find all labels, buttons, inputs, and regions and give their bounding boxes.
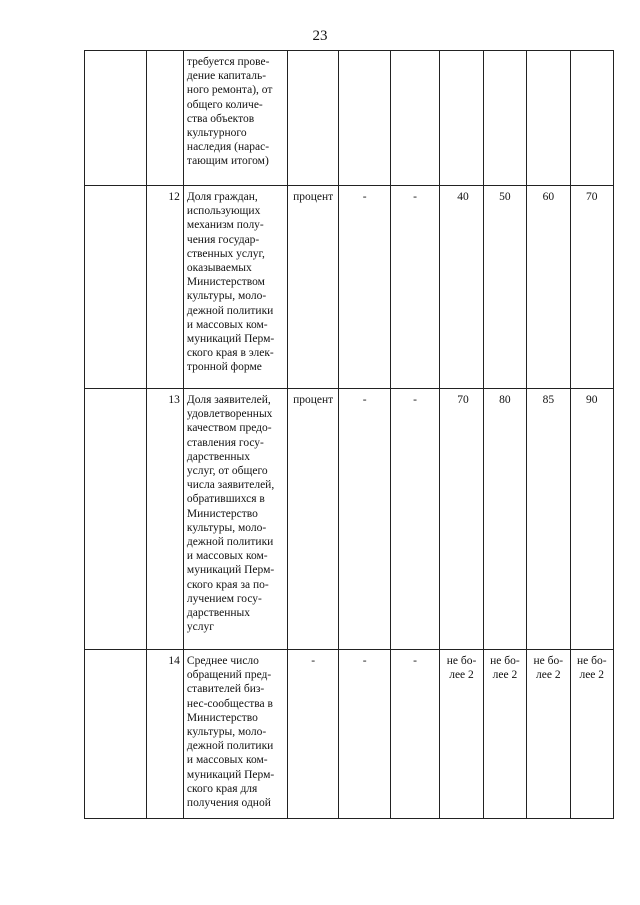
unit-cell <box>287 51 338 186</box>
value-cell: не бо- лее 2 <box>570 650 613 819</box>
value-cell: - <box>390 186 439 389</box>
indicator-name: Среднее число обращений пред- ставителей биз- нес-сообщества в Министерство культуры, моло- дежной политики и массовых ком- муникаций Перм- ского края для получения одной <box>183 650 287 819</box>
page-number: 23 <box>312 28 328 44</box>
value-cell: 50 <box>483 186 526 389</box>
value-cell: 80 <box>483 389 526 650</box>
indicators-table <box>84 50 614 819</box>
value-cell: - <box>339 389 390 650</box>
indicator-name: Доля граждан, использующих механизм полу- чения государ- ственных услуг, оказываемых Министерством культуры, моло- дежной политики и массовых ком- муникаций Перм- ского края в элек- тронной форме <box>183 186 287 389</box>
indicator-name: требуется прове- дение капиталь- ного ремонта), от общего количе- ства объектов культурного наследия (нарас- тающим итогом) <box>183 51 287 186</box>
table-row <box>85 650 614 819</box>
value-cell: 85 <box>527 389 570 650</box>
table-row <box>85 389 614 650</box>
value-cell: не бо- лее 2 <box>483 650 526 819</box>
value-cell <box>339 51 390 186</box>
blank-cell <box>85 186 147 389</box>
value-cell <box>440 51 483 186</box>
value-cell <box>570 51 613 186</box>
value-cell <box>390 51 439 186</box>
value-cell: не бо- лее 2 <box>527 650 570 819</box>
value-cell: - <box>390 650 439 819</box>
table-row <box>85 51 614 186</box>
value-cell: 70 <box>570 186 613 389</box>
value-cell: - <box>339 186 390 389</box>
value-cell: не бо- лее 2 <box>440 650 483 819</box>
row-number <box>146 51 183 186</box>
indicator-name: Доля заявителей, удовлетворенных качеством предо- ставления госу- дарственных услуг, от общего числа заявителей, обратившихся в Министерство культуры, моло- дежной политики и массовых ком- муникаций Перм- ского края за по- лучением госу- дарственных услуг <box>183 389 287 650</box>
value-cell <box>527 51 570 186</box>
value-cell: 60 <box>527 186 570 389</box>
row-number: 13 <box>146 389 183 650</box>
blank-cell <box>85 389 147 650</box>
unit-cell: процент <box>287 186 338 389</box>
value-cell: 40 <box>440 186 483 389</box>
unit-cell: - <box>287 650 338 819</box>
blank-cell <box>85 51 147 186</box>
value-cell: 90 <box>570 389 613 650</box>
value-cell: 70 <box>440 389 483 650</box>
value-cell <box>483 51 526 186</box>
table-row <box>85 186 614 389</box>
unit-cell: процент <box>287 389 338 650</box>
value-cell: - <box>390 389 439 650</box>
blank-cell <box>85 650 147 819</box>
row-number: 12 <box>146 186 183 389</box>
row-number: 14 <box>146 650 183 819</box>
value-cell: - <box>339 650 390 819</box>
